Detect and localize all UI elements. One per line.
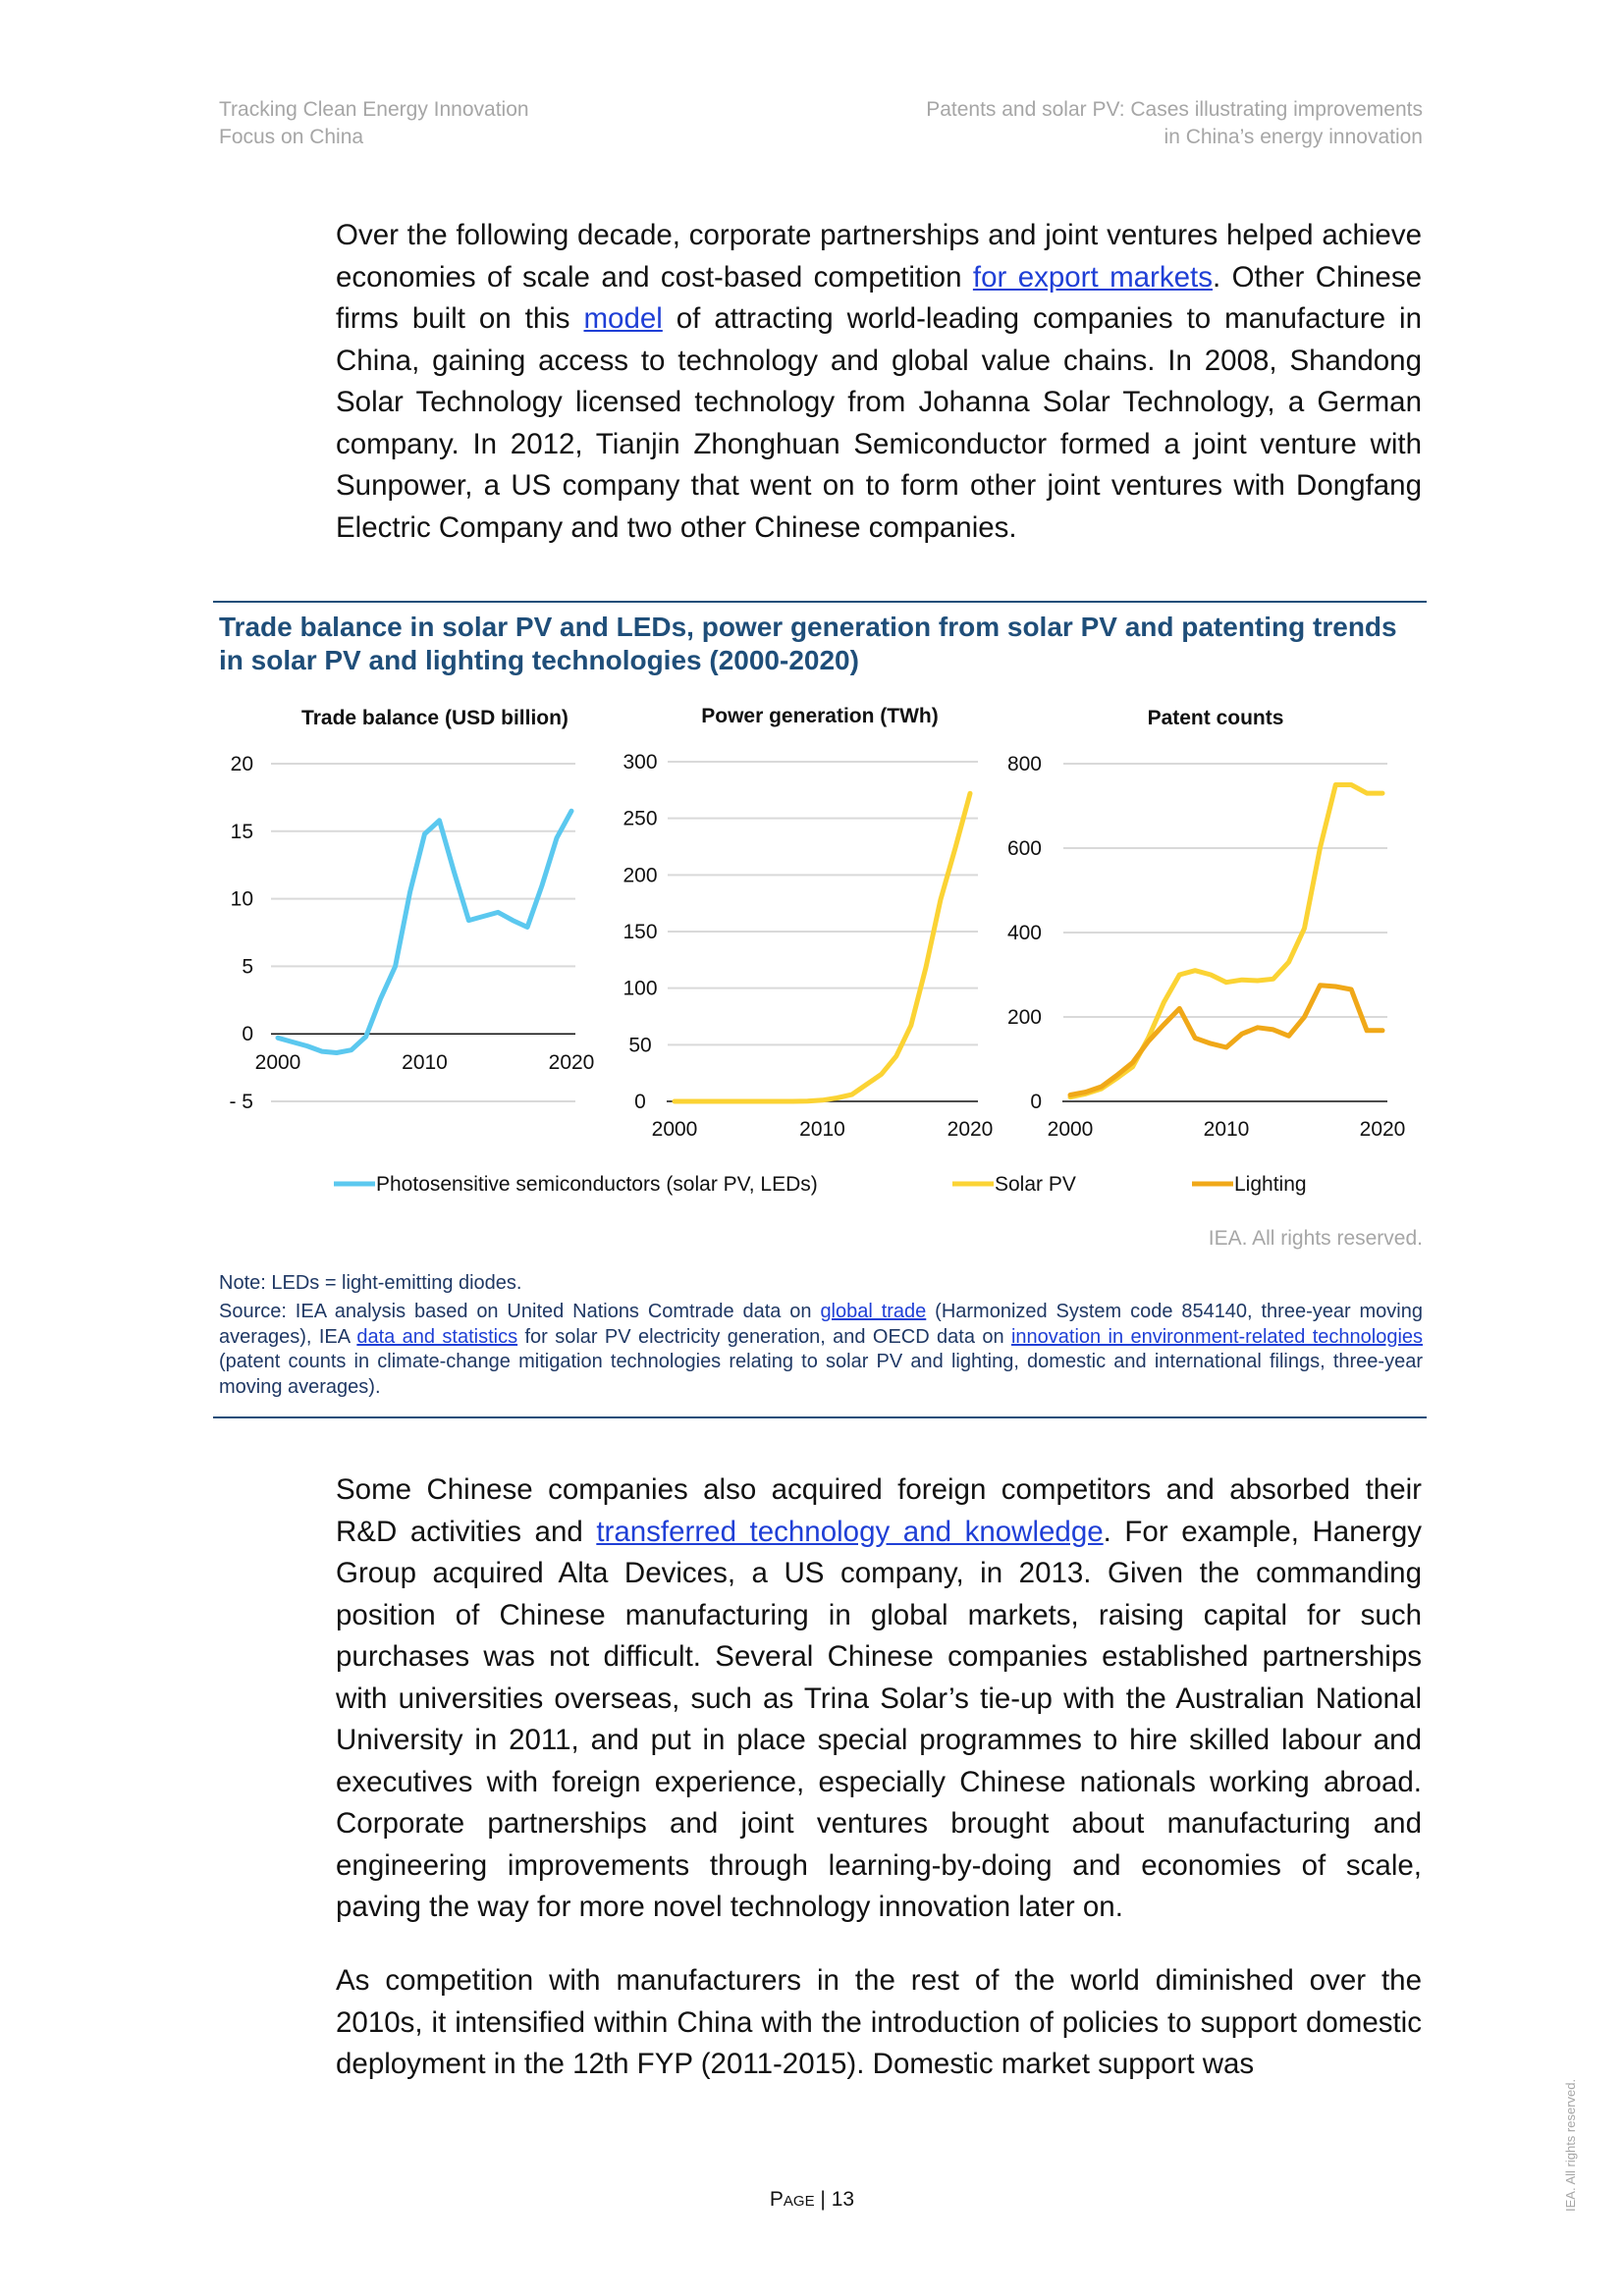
panel-title-patent-counts: Patent counts xyxy=(1147,707,1284,729)
link-transferred-technology[interactable]: transferred technology and knowledge xyxy=(596,1515,1104,1548)
page-number: 13 xyxy=(831,2188,855,2211)
series-line-solar-pv xyxy=(1070,785,1382,1097)
link-data-and-statistics[interactable]: data and statistics xyxy=(356,1325,518,1348)
y-tick-label: 400 xyxy=(1006,922,1042,944)
side-copyright-note: IEA. All rights reserved. xyxy=(1563,2078,1578,2212)
link-export-markets[interactable]: for export markets xyxy=(972,260,1213,294)
figure-copyright: IEA. All rights reserved. xyxy=(1208,1227,1423,1250)
y-tick-label: 800 xyxy=(1006,753,1042,775)
y-tick-label: 0 xyxy=(242,1023,253,1046)
chart-trade-balance xyxy=(229,753,594,1113)
x-tick-label: 2020 xyxy=(1359,1118,1406,1141)
paragraph-text: of attracting world-leading companies to manufacture in China, gaining access to technology and global value chains. In 2008, Shandong Solar Technology licensed technology from Johanna Solar Technology, a German company. In 2012, Tianjin Zhonghuan Semiconductor formed a joint venture with Sunpower, a US company that went on to form other joint ventures with Dongfang Electric Company and two other Chinese companies. xyxy=(336,302,1422,544)
figure-bottom-rule xyxy=(213,1416,1427,1418)
y-tick-label: 600 xyxy=(1006,837,1042,860)
x-tick-label: 2010 xyxy=(799,1118,845,1141)
y-tick-label: 20 xyxy=(230,753,253,775)
chart-patent-counts xyxy=(1007,753,1405,1141)
page-separator: | xyxy=(814,2188,832,2211)
y-tick-label: - 5 xyxy=(229,1091,253,1113)
report-title: Tracking Clean Energy Innovation xyxy=(219,98,529,121)
x-tick-label: 2000 xyxy=(1047,1118,1094,1141)
y-tick-label: 5 xyxy=(242,955,253,979)
legend xyxy=(334,1173,1307,1196)
figure-source xyxy=(219,1300,1423,1400)
paragraph-text: . For example, Hanergy Group acquired Alta Devices, a US company, in 2013. Given the commanding position of Chinese manufacturing in global markets, raising capital for such purchases was not difficult. Several Chinese companies established partnerships with universities overseas, such as Trina Solar’s tie-up with the Australian National University in 2011, and put in place special programmes to hire skilled labour and executives with foreign experience, especially Chinese nationals working abroad. Corporate partnerships and joint ventures brought about manufacturing and engineering improvements through learning-by-doing and economies of scale, paving the way for more novel technology innovation later on. xyxy=(336,1515,1422,1923)
y-tick-label: 300 xyxy=(623,751,658,774)
x-tick-label: 2020 xyxy=(548,1051,595,1074)
y-tick-label: 10 xyxy=(230,887,253,911)
chapter-title-line2: in China’s energy innovation xyxy=(1164,126,1423,148)
y-tick-label: 0 xyxy=(634,1091,646,1113)
figure-title: Trade balance in solar PV and LEDs, power generation from solar PV and patenting trends in solar PV and lighting technologies (2000-2020) xyxy=(219,612,1397,675)
y-tick-label: 15 xyxy=(230,820,253,843)
y-tick-label: 50 xyxy=(628,1034,652,1057)
panel-title-power-generation: Power generation (TWh) xyxy=(701,705,939,727)
legend-label-photosensitive: Photosensitive semiconductors (solar PV, LEDs) xyxy=(376,1173,818,1196)
link-global-trade[interactable]: global trade xyxy=(820,1301,927,1322)
y-tick-label: 250 xyxy=(623,807,658,830)
y-tick-label: 150 xyxy=(623,921,658,943)
paragraph-competition: As competition with manufacturers in the rest of the world diminished over the 2010s, it intensified within China with the introduction of policies to support domestic deployment in the 12th FYP (2011-2015). Domestic market support was xyxy=(336,1964,1422,2080)
link-innovation-environment[interactable]: innovation in environment-related technologies xyxy=(1010,1325,1424,1348)
report-subtitle: Focus on China xyxy=(219,126,364,148)
series-line-solar-pv xyxy=(675,793,970,1101)
x-tick-label: 2020 xyxy=(947,1118,994,1141)
y-tick-label: 200 xyxy=(623,864,658,887)
x-tick-label: 2010 xyxy=(1203,1118,1250,1141)
source-text: for solar PV electricity generation, and OECD data on xyxy=(517,1325,1011,1348)
y-tick-label: 0 xyxy=(1030,1091,1042,1113)
source-text: (Harmonized System code 854140, three-year moving averages), IEA xyxy=(219,1301,1423,1348)
paragraph-acquisitions xyxy=(336,1469,1422,1929)
panel-title-trade-balance: Trade balance (USD billion) xyxy=(301,707,568,729)
figure-note: Note: LEDs = light-emitting diodes. xyxy=(219,1272,522,1294)
page-footer xyxy=(0,2188,1624,2212)
link-model[interactable]: model xyxy=(583,302,663,335)
series-line-photosensitive-semiconductors-solar-pv-leds xyxy=(278,811,571,1052)
legend-label-lighting: Lighting xyxy=(1234,1173,1307,1196)
y-tick-label: 200 xyxy=(1006,1006,1042,1029)
x-tick-label: 2000 xyxy=(254,1051,301,1074)
legend-label-solar-pv: Solar PV xyxy=(995,1173,1076,1196)
x-tick-label: 2000 xyxy=(651,1118,698,1141)
chapter-title-line1: Patents and solar PV: Cases illustrating improvements xyxy=(926,98,1423,121)
chart-power-generation xyxy=(623,751,993,1141)
paragraph-text: . Other Chinese firms built on this xyxy=(336,260,1422,335)
y-tick-label: 100 xyxy=(623,977,658,1000)
x-tick-label: 2010 xyxy=(402,1051,448,1074)
paragraph-text: Over the following decade, corporate partnerships and joint ventures helped achieve economies of scale and cost-based competition xyxy=(336,219,1422,294)
page-label: Page xyxy=(769,2188,815,2211)
source-text: (patent counts in climate-change mitigation technologies relating to solar PV and lighting, domestic and international filings, three-year moving averages). xyxy=(219,1351,1423,1398)
source-text: Source: IEA analysis based on United Nations Comtrade data on xyxy=(219,1301,821,1322)
paragraph-text: Some Chinese companies also acquired foreign competitors and absorbed their R&D activities and xyxy=(336,1473,1422,1548)
